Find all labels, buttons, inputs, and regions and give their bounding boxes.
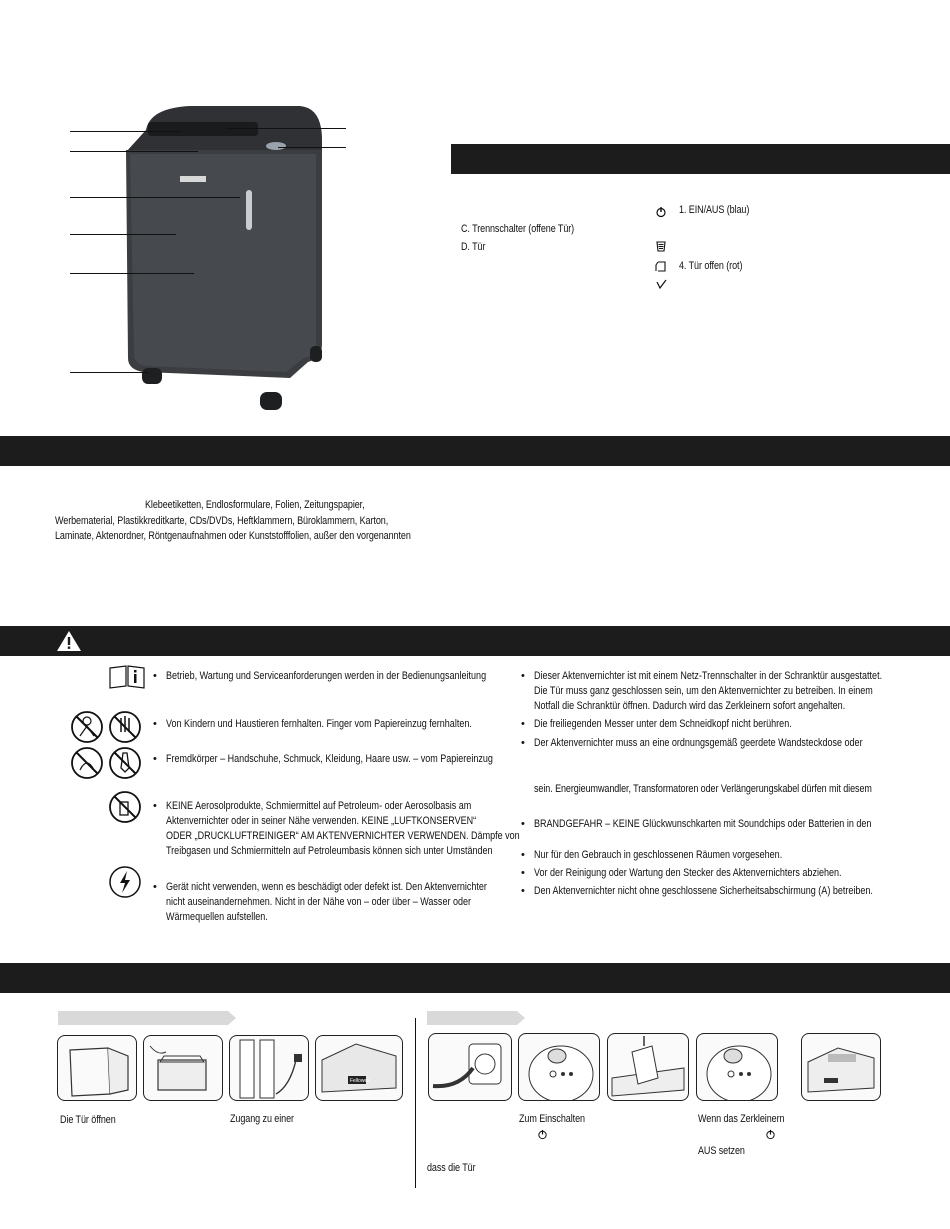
step-tag-right [427, 1011, 517, 1025]
no-aerosol-icon [108, 790, 142, 824]
safety-orphan-line: sein. Energieumwandler, Transformatoren oder Verlängerungskabel dürfen mit diesem [534, 783, 872, 795]
power-icon-caption-2 [765, 1129, 776, 1140]
label-tuer: D. Tür [461, 241, 486, 253]
leader-line-e [70, 273, 194, 274]
label-ein-aus: 1. EIN/AUS (blau) [679, 204, 750, 216]
leader-line-g [226, 128, 346, 129]
step-brand-label: Fellowes [350, 1078, 370, 1084]
materials-header-bar [0, 436, 950, 466]
caption-door-note: dass die Tür [427, 1162, 476, 1174]
step-image-power-on [518, 1033, 600, 1101]
leader-line-c [70, 197, 240, 198]
safety-header-bar [0, 626, 950, 656]
power-icon-caption-1 [537, 1129, 548, 1140]
materials-line-1: Klebeetiketten, Endlosformulare, Folien, Zeitungspapier, [145, 499, 365, 511]
no-tie-icon [108, 746, 142, 780]
caption-switch-on: Zum Einschalten [519, 1113, 585, 1125]
leader-line-h [278, 147, 346, 148]
step-tag-left [58, 1011, 228, 1025]
door-open-icon [655, 260, 667, 272]
warning-icon [56, 630, 82, 652]
step-image-open-door [57, 1035, 137, 1101]
caption-open-door: Die Tür öffnen [60, 1114, 116, 1126]
brand-badge [180, 176, 206, 182]
no-jewelry-icon [70, 746, 104, 780]
step-image-machine-right [801, 1033, 881, 1101]
bin-full-icon [655, 240, 667, 252]
no-children-icon [70, 710, 104, 744]
step-image-plug [428, 1033, 512, 1101]
caption-when-shredding: Wenn das Zerkleinern [698, 1113, 785, 1125]
electric-shock-icon [108, 865, 142, 899]
label-trennschalter: C. Trennschalter (offene Tür) [461, 223, 575, 235]
caption-access: Zugang zu einer [230, 1113, 294, 1125]
steps-header-bar [0, 963, 950, 993]
leader-line-d [70, 234, 176, 235]
caption-set-off: AUS setzen [698, 1145, 745, 1157]
leader-line-b [70, 151, 198, 152]
step-image-machine [315, 1035, 403, 1101]
leader-line-f [70, 372, 148, 373]
step-image-feed-paper [607, 1033, 689, 1101]
materials-line-3: Laminate, Aktenordner, Röntgenaufnahmen oder Kunststofffolien, außer den vorgenannten [55, 530, 411, 542]
materials-line-2: Werbematerial, Plastikkreditkarte, CDs/DVDs, Heftklammern, Büroklammern, Karton, [55, 515, 389, 527]
label-tuer-offen: 4. Tür offen (rot) [679, 260, 743, 272]
reverse-icon [655, 278, 667, 290]
step-image-cable [229, 1035, 309, 1101]
step-image-power-off [696, 1033, 778, 1101]
power-icon [655, 206, 667, 218]
door-handle [246, 190, 252, 230]
step-image-remove-bin [143, 1035, 223, 1101]
controls-header-bar [451, 144, 950, 174]
column-divider [415, 1018, 416, 1188]
leader-line-a [70, 131, 180, 132]
no-fingers-icon [108, 710, 142, 744]
manual-info-icon [108, 664, 146, 690]
